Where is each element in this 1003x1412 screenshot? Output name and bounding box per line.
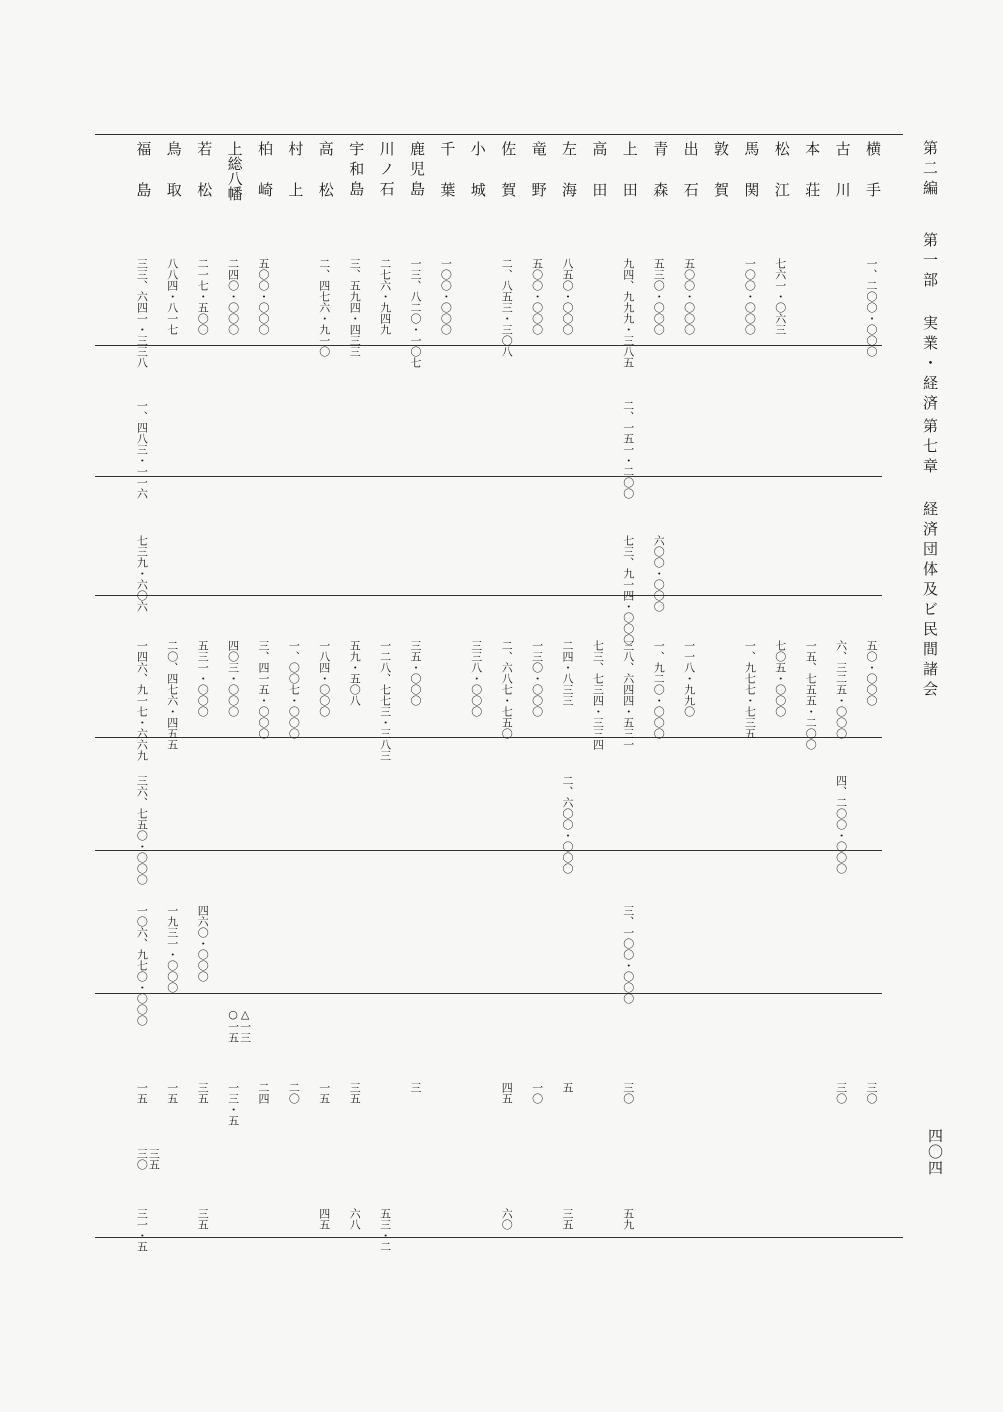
cell-value: 三八、六四四・五三一 — [621, 640, 635, 750]
district-name: 福島 — [134, 141, 153, 223]
cell-value: 一九三一・〇〇〇 — [165, 905, 179, 993]
cell-value: 四、二〇〇・〇〇〇 — [834, 775, 848, 874]
cell-value: 一一八・九九〇 — [682, 640, 696, 717]
cell-value: 二、八五三・三〇八 — [500, 258, 514, 357]
cell-value: 七三、九一四・〇〇〇 — [621, 535, 635, 645]
district-name: 敦賀 — [712, 141, 730, 223]
column-rule — [95, 850, 882, 851]
cell-value: 七六一・〇六三 — [773, 258, 787, 335]
bottom-rule — [95, 1237, 903, 1238]
district-name: 鹿児島 — [408, 141, 426, 201]
district-name: 上総八幡 — [225, 141, 244, 201]
cell-value: 四六〇・〇〇〇 — [196, 905, 210, 982]
cell-value: 二、六〇〇・〇〇〇 — [561, 775, 574, 874]
district-name: 竜野 — [529, 141, 548, 223]
cell-value: 四五 — [500, 1082, 514, 1104]
cell-value: 三 — [409, 1082, 422, 1093]
cell-value: 二、六八七・七五〇 — [500, 640, 514, 739]
cell-value: 五 — [561, 1082, 574, 1093]
cell-value: 一〇〇・〇〇〇 — [439, 258, 453, 335]
cell-value: 二四〇・〇〇〇 — [226, 258, 240, 335]
column-rule — [95, 737, 882, 738]
cell-value: 八八四・八一七 — [165, 258, 179, 335]
cell-value: 五三一・〇〇〇 — [196, 640, 210, 717]
cell-value: 二〇、四七六・四五五 — [165, 640, 179, 750]
cell-value: 八五〇・〇〇〇 — [561, 258, 574, 335]
cell-value: 一〇〇・〇〇〇 — [743, 258, 757, 335]
cell-value: 九四、九九九・三八五 — [621, 258, 635, 368]
cell-value: 三三、六四一・三三八 — [135, 258, 149, 368]
cell-value: 一三〇・〇〇〇 — [530, 640, 544, 717]
cell-value: 二四・八三三 — [561, 640, 574, 706]
cell-value: 五三〇・〇〇〇 — [652, 258, 666, 335]
cell-value: 二一七・五〇〇 — [196, 258, 210, 335]
header-chapter: 第七章 経済団体及ビ民間諸会 — [921, 418, 939, 701]
district-name: 小城 — [468, 141, 487, 223]
column-rule — [95, 993, 882, 994]
cell-value: 三〇 — [135, 1148, 149, 1170]
cell-value: 五〇〇・〇〇〇 — [682, 258, 696, 335]
district-name: 村上 — [286, 141, 305, 223]
cell-value: 六八 — [348, 1208, 362, 1230]
cell-value: ○一五 — [226, 1008, 240, 1043]
cell-value: 一〇 — [530, 1082, 544, 1104]
cell-value: 四〇三・〇〇〇 — [226, 640, 240, 717]
district-name: 左海 — [560, 141, 578, 223]
cell-value: 三〇 — [865, 1082, 878, 1104]
cell-value: 二〇 — [287, 1082, 301, 1104]
cell-value: 二七六・九四九 — [378, 258, 392, 335]
district-name: 佐賀 — [499, 141, 518, 223]
district-name: 馬関 — [742, 141, 761, 223]
cell-value: 三、一〇〇・〇〇〇 — [621, 905, 635, 1004]
cell-value: 三〇 — [834, 1082, 848, 1104]
district-name: 鳥取 — [164, 141, 183, 223]
column-rule — [95, 345, 882, 346]
cell-value: 五〇・〇〇〇 — [865, 640, 878, 706]
cell-value: 一、二〇〇・〇〇〇 — [865, 258, 878, 357]
district-name: 川ノ石 — [377, 141, 396, 201]
cell-value: 三五・〇〇〇 — [409, 640, 422, 706]
cell-value: 二四 — [257, 1082, 270, 1104]
cell-value: 二、四七六・九一〇 — [317, 258, 331, 357]
district-name: 横手 — [864, 141, 882, 223]
column-rule — [95, 595, 882, 596]
header-part: 第二編 — [921, 140, 939, 200]
district-name: 柏崎 — [256, 141, 274, 223]
page-number: 四〇四 — [926, 1128, 944, 1176]
cell-value: 五〇〇・〇〇〇 — [530, 258, 544, 335]
cell-value: 三六、七五〇・〇〇〇 — [135, 775, 149, 885]
cell-value: 一、四八三・一一六 — [135, 400, 149, 499]
cell-value: 三三八・〇〇〇 — [469, 640, 483, 717]
cell-value: 五九 — [621, 1208, 635, 1230]
cell-value: 一三・五 — [226, 1082, 240, 1126]
cell-value: 一八四・〇〇〇 — [317, 640, 331, 717]
cell-value: 二、一五一・二〇〇 — [621, 400, 635, 499]
cell-value: 五九・五〇八 — [348, 640, 362, 706]
cell-value: 一、九七七・七三五 — [743, 640, 757, 739]
cell-value: 三五 — [348, 1082, 362, 1104]
cell-value: 三五 — [561, 1208, 574, 1230]
cell-value: 一三、八二〇・一〇七 — [409, 258, 422, 368]
district-name: 宇和島 — [347, 141, 366, 201]
cell-value: 一、〇〇七・〇〇〇 — [287, 640, 301, 739]
district-name: 出石 — [681, 141, 700, 223]
top-rule — [95, 134, 903, 135]
cell-value: 一五、七五五・二〇〇 — [804, 640, 818, 750]
district-name: 千葉 — [438, 141, 457, 223]
cell-value: 一五 — [135, 1082, 149, 1104]
district-name: 若松 — [195, 141, 214, 223]
cell-value: 五三・二 — [378, 1208, 392, 1252]
district-name: 古川 — [833, 141, 852, 223]
cell-value: 三〇 — [621, 1082, 635, 1104]
header-section: 第一部 実業・経済 — [921, 232, 939, 415]
cell-value: 四五 — [317, 1208, 331, 1230]
cell-value: △一三 — [238, 1008, 252, 1043]
cell-value: 五〇〇・〇〇〇 — [257, 258, 270, 335]
cell-value: 三五 — [147, 1148, 161, 1170]
cell-value: 三、四一五・〇〇〇 — [257, 640, 270, 739]
cell-value: 三一・五 — [135, 1208, 149, 1252]
district-name: 本荘 — [803, 141, 822, 223]
district-name: 高田 — [590, 141, 609, 223]
cell-value: 七三九・六〇六 — [135, 535, 149, 612]
district-name: 高松 — [316, 141, 335, 223]
cell-value: 一五 — [165, 1082, 179, 1104]
cell-value: 七三、七三四・三三四 — [591, 640, 605, 750]
cell-value: 一四六、九一七・六六九 — [135, 640, 149, 761]
district-name: 松江 — [772, 141, 791, 223]
cell-value: 六〇 — [500, 1208, 514, 1230]
cell-value: 三五 — [196, 1082, 210, 1104]
cell-value: 一五 — [317, 1082, 331, 1104]
district-name: 青森 — [651, 141, 670, 223]
cell-value: 三五 — [196, 1208, 210, 1230]
cell-value: 六、三二五・〇〇〇 — [834, 640, 848, 739]
cell-value: 六〇〇・〇〇〇 — [652, 535, 666, 612]
cell-value: 七〇五・〇〇〇 — [773, 640, 787, 717]
cell-value: 一、九二〇・〇〇〇 — [652, 640, 666, 739]
cell-value: 一二八、七七三・三八三 — [378, 640, 392, 761]
cell-value: 一〇六、九七〇・〇〇〇 — [135, 905, 149, 1026]
district-name: 上田 — [620, 141, 639, 223]
cell-value: 三、五九四・四三三 — [348, 258, 362, 357]
column-rule — [95, 476, 882, 477]
